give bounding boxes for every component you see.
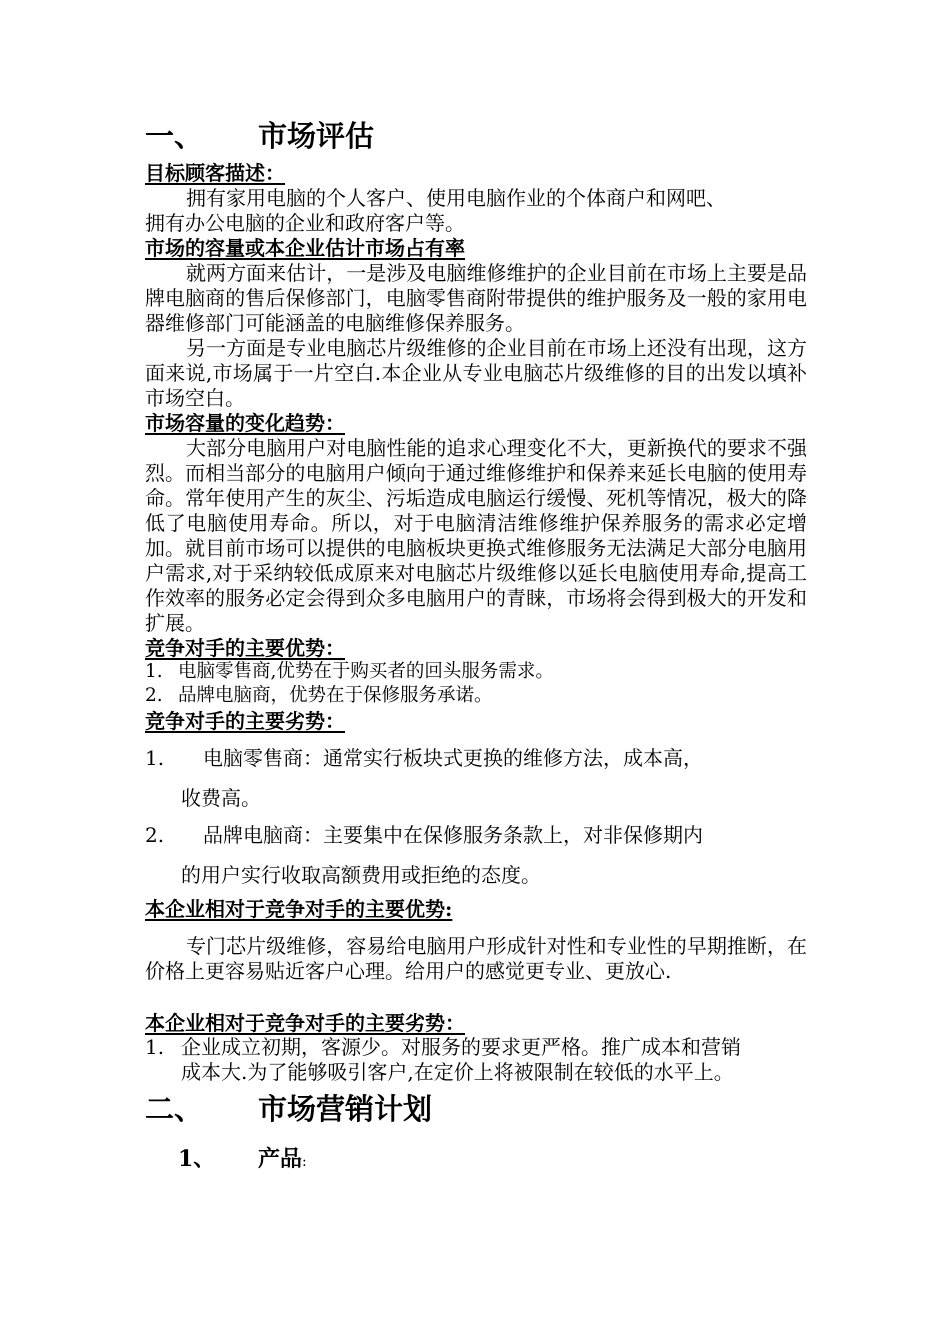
capacity-paragraph-1: 就两方面来估计，一是涉及电脑维修维护的企业目前在市场上主要是品牌电脑商的售后保修部门，电脑零售商附带提供的维护服务及一般的家用电器维修部门可能涵盖的电脑维修保养服务。 [145, 261, 807, 335]
list-item: 1. 电脑零售商：通常实行板块式更换的维修方法，成本高， 收费高。 [145, 746, 703, 810]
own-advantage-heading: 本企业相对于竞争对手的主要优势: [145, 897, 453, 921]
list-item: 1. 电脑零售商,优势在于购买者的回头服务需求。 [145, 661, 554, 682]
section-title: 市场评估 [258, 119, 375, 153]
product-heading: 1、 产品: [178, 1146, 307, 1172]
capacity-heading: 市场的容量或本企业估计市场占有率 [145, 236, 465, 260]
trend-paragraph: 大部分电脑用户对电脑性能的追求心理变化不大，更新换代的要求不强烈。而相当部分的电脑用户倾向于通过维修维护和保养来延长电脑的使用寿命。常年使用产生的灰尘、污垢造成电脑运行缓慢、死机等情况，极大的降低了电脑使用寿命。所以，对于电脑清洁维修维护保养服务的需求必定增加。就目前市场可以提供的电脑板块更换式维修服务无法满足大部分电脑用户需求,对于采纳较低成原来对电脑芯片级维修以延长电脑使用寿命,提高工作效率的服务必定会得到众多电脑用户的青睐，市场将会得到极大的开发和扩展。 [145, 436, 807, 635]
product-number: 1、 [178, 1146, 216, 1172]
section-number: 一、 [145, 119, 204, 153]
target-heading: 目标顾客描述： [145, 161, 285, 185]
section-heading-1 [145, 120, 807, 152]
section-number: 二、 [145, 1092, 204, 1126]
competitor-advantage-heading: 竞争对手的主要优势： [145, 636, 345, 660]
list-item: 2. 品牌电脑商：主要集中在保修服务条款上，对非保修期内 的用户实行收取高额费用或拒绝的态度。 [145, 823, 703, 887]
own-disadvantage-heading: 本企业相对于竞争对手的主要劣势： [145, 1011, 465, 1035]
target-line-1: 拥有家用电脑的个人客户、使用电脑作业的个体商户和网吧、 [186, 186, 726, 210]
list-item: 1. 企业成立初期，客源少。对服务的要求更严格。推广成本和营销 成本大.为了能够吸引客户,在定价上将被限制在较低的水平上。 [145, 1035, 741, 1084]
own-advantage-paragraph: 专门芯片级维修，容易给电脑用户形成针对性和专业性的早期推断，在价格上更容易贴近客户心理。给用户的感觉更专业、更放心. [145, 934, 807, 983]
target-line-2: 拥有办公电脑的企业和政府客户等。 [145, 211, 465, 235]
capacity-paragraph-2: 另一方面是专业电脑芯片级维修的企业目前在市场上还没有出现，这方面来说,市场属于一片空白.本企业从专业电脑芯片级维修的目的出发以填补市场空白。 [145, 336, 807, 410]
competitor-disadvantage-heading: 竞争对手的主要劣势： [145, 709, 345, 733]
trend-heading: 市场容量的变化趋势： [145, 411, 345, 435]
product-label: 产品 [258, 1146, 303, 1172]
section-heading-2 [145, 1093, 807, 1125]
section-title: 市场营销计划 [258, 1092, 433, 1126]
list-item: 2. 品牌电脑商，优势在于保修服务承诺。 [145, 685, 493, 706]
